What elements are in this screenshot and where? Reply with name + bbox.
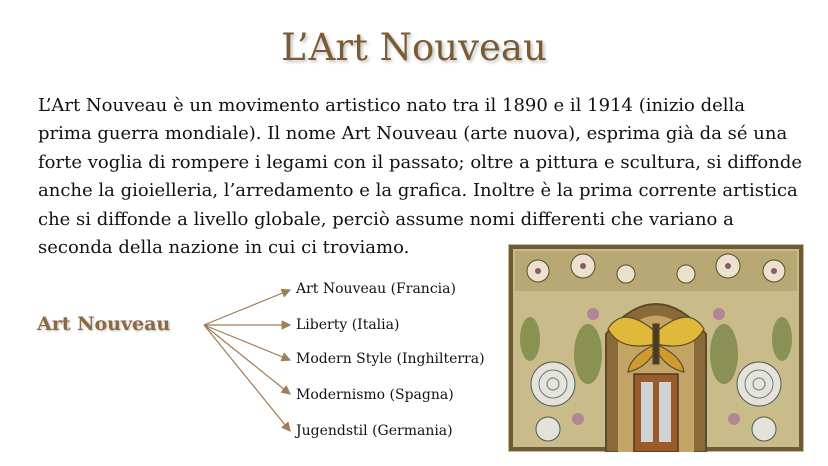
branch-label-inghilterra: Modern Style (Inghilterra) (296, 351, 485, 367)
arrow-spagna (204, 325, 290, 394)
paragraph-line: che si diffonde a livello globale, perciò assume nomi differenti che variano a (38, 208, 734, 230)
paragraph-line: L’Art Nouveau è un movimento artistico nato tra il 1890 e il 1914 (inizio della (38, 95, 746, 116)
diagram-root-label: Art Nouveau (37, 313, 171, 335)
paragraph-line: forte voglia di rompere i legami con il passato; oltre a pittura e scultura, si diffonde (38, 151, 803, 173)
branch-label-spagna: Modernismo (Spagna) (296, 387, 454, 403)
branch-label-germania: Jugendstil (Germania) (296, 423, 453, 439)
arrow-germania (204, 325, 290, 431)
art-nouveau-poster-image (508, 244, 804, 452)
paragraph-line: seconda della nazione in cui ci troviamo. (38, 237, 410, 259)
paragraph-line: anche la gioielleria, l’arredamento e la grafica. Inoltre è la prima corrente artistica (38, 180, 798, 202)
branch-label-francia: Art Nouveau (Francia) (296, 281, 456, 297)
arrow-francia (204, 290, 290, 325)
branch-label-italia: Liberty (Italia) (296, 317, 400, 333)
page-title: L’Art Nouveau (281, 26, 547, 69)
arrow-inghilterra (204, 325, 290, 360)
paragraph-line: prima guerra mondiale). Il nome Art Nouveau (arte nuova), esprima già da sé una (38, 123, 788, 145)
